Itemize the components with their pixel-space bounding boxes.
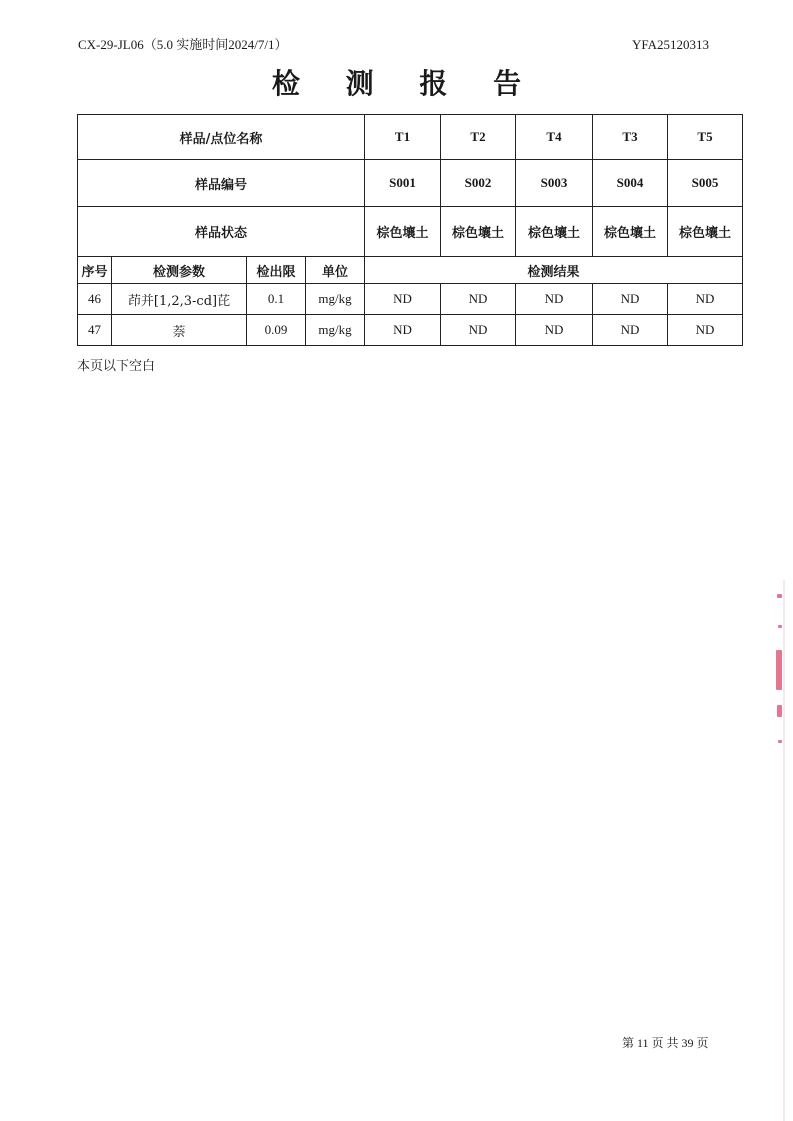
result-cell: ND — [516, 315, 593, 346]
seal-edge-fragment — [775, 580, 789, 1121]
sample-point-cell: T4 — [516, 115, 593, 160]
result-cell: ND — [668, 284, 743, 315]
result-cell: ND — [668, 315, 743, 346]
result-cell: ND — [441, 315, 516, 346]
report-title: 检 测 报 告 — [271, 67, 540, 100]
sample-state-row — [78, 207, 743, 257]
limit-header: 检出限 — [247, 257, 306, 284]
unit-cell: mg/kg — [306, 315, 365, 346]
table-row — [78, 315, 743, 346]
seq-header: 序号 — [78, 257, 112, 284]
seq-cell: 46 — [78, 284, 112, 315]
result-cell: ND — [593, 315, 668, 346]
result-cell: ND — [593, 284, 668, 315]
result-cell: ND — [516, 284, 593, 315]
result-cell: ND — [441, 284, 516, 315]
sample-name-label: 样品/点位名称 — [78, 115, 365, 160]
sample-id-cell: S005 — [668, 160, 743, 207]
sample-name-row — [78, 115, 743, 160]
results-table — [77, 114, 743, 346]
sample-state-cell: 棕色壤土 — [593, 207, 668, 257]
page-number: 第 11 页 共 39 页 — [622, 1036, 709, 1050]
table-row — [78, 284, 743, 315]
unit-header: 单位 — [306, 257, 365, 284]
sample-point-cell: T1 — [365, 115, 441, 160]
limit-cell: 0.1 — [247, 284, 306, 315]
sample-state-label: 样品状态 — [78, 207, 365, 257]
sample-id-cell: S002 — [441, 160, 516, 207]
sample-id-row — [78, 160, 743, 207]
limit-cell: 0.09 — [247, 315, 306, 346]
parameter-header: 检测参数 — [112, 257, 247, 284]
sample-point-cell: T5 — [668, 115, 743, 160]
sample-id-cell: S003 — [516, 160, 593, 207]
report-number: YFA25120313 — [632, 37, 710, 52]
column-header-row — [78, 257, 743, 284]
sample-state-cell: 棕色壤土 — [516, 207, 593, 257]
parameter-cell: 萘 — [112, 315, 247, 346]
blank-below-note: 本页以下空白 — [77, 359, 156, 374]
unit-cell: mg/kg — [306, 284, 365, 315]
result-cell: ND — [365, 315, 441, 346]
sample-state-cell: 棕色壤土 — [441, 207, 516, 257]
document-code: CX-29-JL06（5.0 实施时间2024/7/1） — [78, 37, 288, 52]
parameter-cell: 茚并[1,2,3-cd]芘 — [112, 284, 247, 315]
sample-id-cell: S001 — [365, 160, 441, 207]
result-cell: ND — [365, 284, 441, 315]
sample-id-label: 样品编号 — [78, 160, 365, 207]
sample-state-cell: 棕色壤土 — [365, 207, 441, 257]
results-header: 检测结果 — [365, 257, 743, 284]
sample-state-cell: 棕色壤土 — [668, 207, 743, 257]
seq-cell: 47 — [78, 315, 112, 346]
sample-id-cell: S004 — [593, 160, 668, 207]
sample-point-cell: T2 — [441, 115, 516, 160]
sample-point-cell: T3 — [593, 115, 668, 160]
